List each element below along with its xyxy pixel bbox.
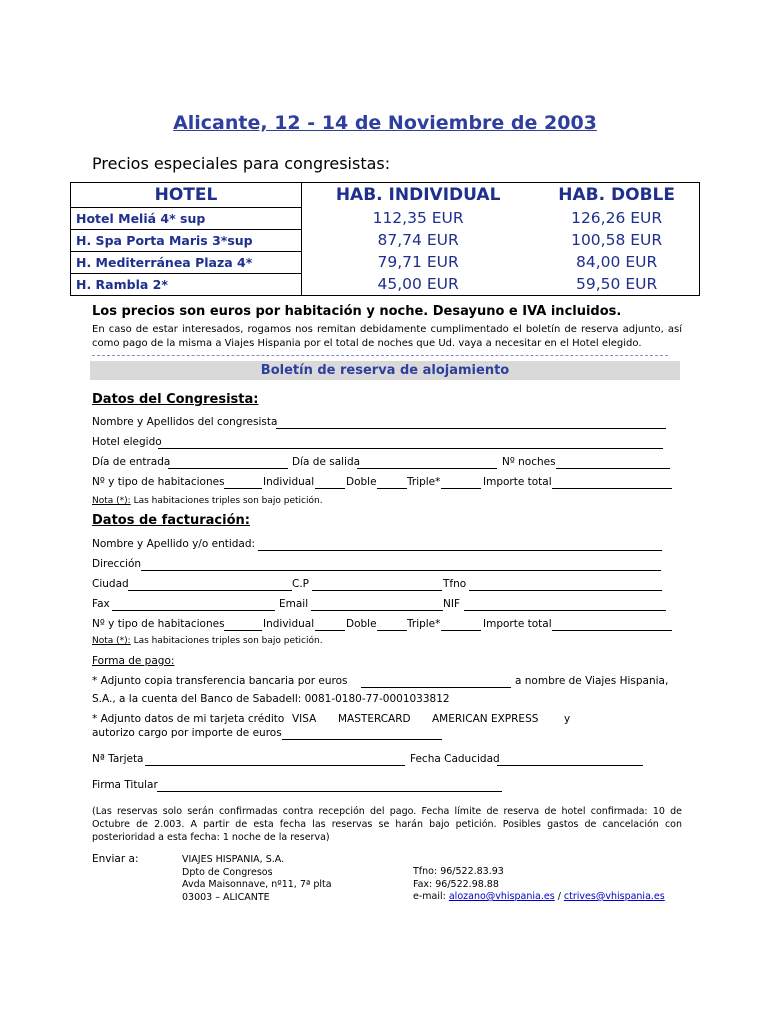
- doble-input[interactable]: [315, 488, 345, 489]
- fact-individual-label: Individual: [263, 618, 315, 630]
- nif-label: NIF: [443, 598, 460, 610]
- price-individual: 79,71 EUR: [377, 253, 459, 271]
- tarjeta-num-input[interactable]: [145, 765, 405, 766]
- price-individual: 87,74 EUR: [377, 231, 459, 249]
- table-row: [71, 230, 700, 252]
- entrada-label: Día de entrada: [92, 456, 171, 468]
- price-doble: 126,26 EUR: [571, 209, 663, 227]
- transferencia-input[interactable]: [361, 687, 511, 688]
- tarjeta-num-label: Nª Tarjeta: [92, 753, 144, 765]
- contact-tfno: Tfno: 96/522.83.93: [413, 866, 504, 877]
- address-street: Avda Maisonnave, nº11, 7ª plta: [182, 879, 332, 890]
- tipo-label: Nº y tipo de habitaciones: [92, 476, 225, 488]
- cp-input[interactable]: [312, 590, 442, 591]
- fact-importe-label: Importe total: [483, 618, 552, 630]
- price-individual: 112,35 EUR: [372, 209, 464, 227]
- column-header-individual: HAB. INDIVIDUAL: [335, 185, 501, 206]
- pago-heading: Forma de pago:: [92, 655, 175, 667]
- hotel-name: H. Rambla 2*: [71, 274, 302, 296]
- firma-input[interactable]: [157, 791, 502, 792]
- fact-triple-input[interactable]: [377, 630, 407, 631]
- price-doble: 84,00 EUR: [576, 253, 658, 271]
- nota-text: Las habitaciones triples son bajo petición.: [133, 496, 323, 506]
- tfno-input[interactable]: [469, 590, 662, 591]
- table-header-row: [71, 183, 700, 208]
- importe-input[interactable]: [552, 488, 672, 489]
- hotel-name: H. Mediterránea Plaza 4*: [71, 252, 302, 274]
- individual-input[interactable]: [224, 488, 262, 489]
- nota-facturacion: [92, 636, 323, 646]
- fact-triple-count-input[interactable]: [441, 630, 481, 631]
- fact-triple-label: Triple*: [407, 618, 441, 630]
- table-row: [71, 274, 700, 296]
- amex-option[interactable]: AMERICAN EXPRESS: [432, 713, 539, 725]
- fact-importe-input[interactable]: [552, 630, 672, 631]
- triple-label: Triple*: [407, 476, 441, 488]
- fact-nombre-label: Nombre y Apellido y/o entidad:: [92, 538, 256, 550]
- fact-individual-input[interactable]: [224, 630, 262, 631]
- nota-label: Nota (*):: [92, 636, 131, 646]
- nombre-label: Nombre y Apellidos del congresista: [92, 416, 278, 428]
- hotel-input[interactable]: [158, 448, 663, 449]
- boletin-title: Boletín de reserva de alojamiento: [90, 361, 680, 380]
- triple-count-input[interactable]: [441, 488, 481, 489]
- fact-doble-input[interactable]: [315, 630, 345, 631]
- caducidad-input[interactable]: [497, 765, 643, 766]
- enviar-label: Enviar a:: [92, 853, 139, 865]
- page-title: Alicante, 12 - 14 de Noviembre de 2003: [173, 112, 597, 134]
- fact-nombre-input[interactable]: [258, 550, 662, 551]
- prices-table: [70, 182, 700, 296]
- firma-label: Firma Titular: [92, 779, 158, 791]
- facturacion-heading: Datos de facturación:: [92, 513, 250, 528]
- individual-label: Individual: [263, 476, 315, 488]
- email-input[interactable]: [311, 610, 443, 611]
- ciudad-label: Ciudad: [92, 578, 129, 590]
- contact-fax: Fax: 96/522.98.88: [413, 878, 499, 890]
- intro-text: En caso de estar interesados, rogamos nos remitan debidamente cumplimentado el boletín de reserva adjunto, así como pago de la misma a Viajes Hispania por el total de noches que Ud. vaya a necesitar en el Hotel elegido.: [92, 324, 682, 349]
- caducidad-label: Fecha Caducidad: [410, 753, 500, 765]
- salida-label: Día de salida: [292, 456, 361, 468]
- tarjeta-label: * Adjunto datos de mi tarjeta crédito: [92, 713, 285, 725]
- y-text: y: [564, 713, 571, 725]
- direccion-label: Dirección: [92, 558, 142, 570]
- price-individual: 45,00 EUR: [377, 274, 459, 293]
- congresista-heading: Datos del Congresista:: [92, 392, 259, 407]
- email-link-ctrives[interactable]: ctrives@vhispania.es: [563, 891, 665, 902]
- column-header-hotel: HOTEL: [71, 183, 302, 208]
- nif-input[interactable]: [464, 610, 666, 611]
- contact-email-row: [413, 891, 665, 904]
- fax-input[interactable]: [112, 610, 275, 611]
- triple-input[interactable]: [377, 488, 407, 489]
- subtitle: Precios especiales para congresistas:: [92, 154, 391, 173]
- cp-label: C.P: [292, 578, 310, 590]
- condiciones-text: (Las reservas solo serán confirmadas contra recepción del pago. Fecha límite de reserva de hotel confirmada: 10 de Octubre de 2.003. A partir de esta fecha las reservas se harán bajo petición. Posibles gastos de cancelación con posterioridad a esta fecha: 1 noche de la reserva): [92, 806, 682, 843]
- ciudad-input[interactable]: [128, 590, 292, 591]
- email-link-alozano[interactable]: alozano@vhispania.es: [448, 891, 555, 902]
- autorizo-input[interactable]: [282, 739, 442, 740]
- transferencia-label: * Adjunto copia transferencia bancaria por euros: [92, 675, 348, 687]
- hotel-name: Hotel Meliá 4* sup: [71, 208, 302, 230]
- nota-congresista: [92, 496, 323, 506]
- autorizo-label: autorizo cargo por importe de euros: [92, 727, 282, 739]
- hotel-label: Hotel elegido: [92, 436, 162, 448]
- fax-label: Fax: [92, 598, 110, 610]
- nombre-input[interactable]: [276, 428, 666, 429]
- address-name: VIAJES HISPANIA, S.A.: [182, 854, 285, 865]
- address-dept: Dpto de Congresos: [182, 866, 273, 878]
- divider: [92, 355, 668, 356]
- column-header-doble: HAB. DOBLE: [558, 185, 675, 206]
- importe-label: Importe total: [483, 476, 552, 488]
- transferencia-label-b: a nombre de Viajes Hispania,: [515, 675, 669, 687]
- address-block: [182, 854, 332, 904]
- fact-doble-label: Doble: [346, 618, 377, 630]
- noches-label: Nº noches: [502, 456, 556, 468]
- nota-label: Nota (*):: [92, 496, 131, 506]
- doble-label: Doble: [346, 476, 377, 488]
- visa-option[interactable]: VISA: [292, 713, 317, 725]
- hotel-name: H. Spa Porta Maris 3*sup: [71, 230, 302, 252]
- cuenta-text: S.A., a la cuenta del Banco de Sabadell: 0081-0180-77-0001033812: [92, 693, 450, 705]
- direccion-input[interactable]: [141, 570, 661, 571]
- salida-input[interactable]: [357, 468, 497, 469]
- contact-block: [413, 866, 665, 904]
- table-row: [71, 252, 700, 274]
- email-separator: /: [557, 891, 561, 902]
- price-note: Los precios son euros por habitación y noche. Desayuno e IVA incluidos.: [92, 304, 622, 319]
- address-city: 03003 – ALICANTE: [182, 891, 270, 903]
- mastercard-option[interactable]: MASTERCARD: [338, 713, 411, 725]
- email-label: e-mail:: [413, 891, 446, 902]
- entrada-input[interactable]: [168, 468, 288, 469]
- email-label: Email: [279, 598, 309, 610]
- nota-text: Las habitaciones triples son bajo petición.: [133, 636, 323, 646]
- price-doble: 59,50 EUR: [576, 274, 658, 293]
- table-row: [71, 208, 700, 230]
- fact-tipo-label: Nº y tipo de habitaciones: [92, 618, 225, 630]
- noches-input[interactable]: [556, 468, 670, 469]
- tfno-label: Tfno: [443, 578, 467, 590]
- price-doble: 100,58 EUR: [571, 231, 663, 249]
